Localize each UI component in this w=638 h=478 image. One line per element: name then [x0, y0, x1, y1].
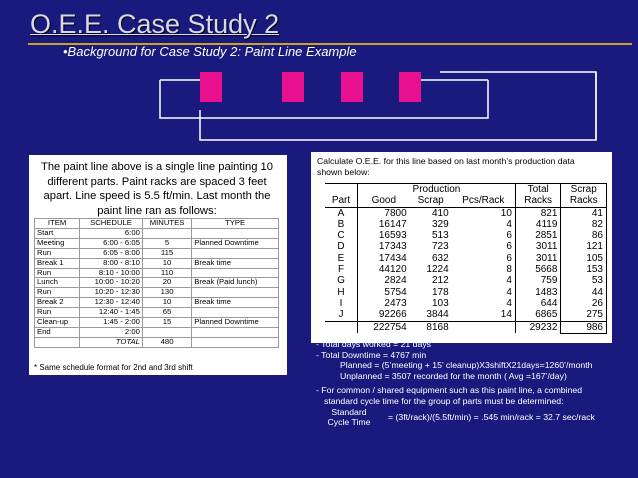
schedule-cell: 15 [142, 318, 191, 328]
background-panel [29, 155, 287, 375]
schedule-col-schedule: SCHEDULE [80, 219, 143, 229]
slide-title: O.E.E. Case Study 2 [30, 9, 280, 39]
schedule-cell: 12:30 - 12:40 [80, 298, 143, 308]
production-cell: 14 [500, 309, 512, 321]
production-cell: A [337, 207, 345, 219]
col-total-racks: Racks [515, 195, 561, 207]
cycle-time-formula: = (3ft/rack)/(5.5ft/min) = .545 min/rack = 32.7 sec/rack [388, 411, 595, 422]
production-panel [311, 152, 612, 343]
col-part: Part [325, 195, 357, 207]
production-cell: 7800 [357, 207, 409, 219]
total-group-header: Total [515, 184, 561, 196]
schedule-cell: 115 [142, 248, 191, 258]
schedule-total-row [35, 337, 279, 347]
production-cell: 644 [515, 298, 561, 309]
production-cell: 1224 [426, 264, 449, 276]
total-scrap-racks: 986 [561, 321, 607, 333]
production-cell: G [337, 275, 345, 287]
production-cell: 44 [561, 287, 607, 298]
background-paragraph: The paint line above is a single line painting 10 different parts. Paint racks are spaced 3 feet apart. Line speed is 5.5 ft/min. Last month the paint line ran as follows: [41, 161, 273, 217]
production-cell: 16147 [357, 219, 409, 230]
schedule-cell: 10:00 - 10:20 [80, 278, 143, 288]
paint-line-diagram [0, 0, 638, 160]
production-cell: 329 [431, 218, 449, 230]
schedule-cell: 1:45 - 2:00 [80, 318, 143, 328]
schedule-col-item: ITEM [35, 219, 80, 229]
production-cell: 44120 [357, 264, 409, 275]
production-cell: 5668 [515, 264, 561, 275]
paint-rack-2 [282, 72, 304, 102]
production-row [325, 253, 607, 264]
schedule-cell: Run [35, 248, 80, 258]
production-row [325, 264, 607, 275]
production-cell: 632 [431, 252, 449, 264]
calculation-intro: Calculate O.E.E. for this line based on last month’s production data shown below: [317, 156, 575, 177]
col-scrap: Scrap [410, 195, 452, 207]
schedule-cell: Break 1 [35, 258, 80, 268]
schedule-cell: End [35, 327, 80, 337]
production-group-header: Production [357, 184, 515, 196]
schedule-cell: Break (Paid lunch) [192, 278, 279, 288]
cycle-label-line1: Standard [331, 407, 367, 417]
schedule-cell: Break 2 [35, 298, 80, 308]
production-cell: 2851 [515, 230, 561, 241]
note-planned: Planned = (5’meeting + 15’ cleanup)X3shiftX21days=1260’/month [340, 360, 593, 370]
schedule-cell: 6:00 [80, 228, 143, 238]
schedule-cell: 10 [142, 298, 191, 308]
production-cell: 41 [561, 207, 607, 219]
schedule-cell: 110 [142, 268, 191, 278]
production-row [325, 207, 607, 219]
schedule-row [35, 268, 279, 278]
production-cell: C [337, 230, 345, 242]
paint-booth-enclosure [200, 72, 596, 140]
production-cell: 26 [561, 298, 607, 309]
schedule-total-label: TOTAL [80, 337, 143, 347]
production-row [325, 287, 607, 298]
schedule-col-type: TYPE [192, 219, 279, 229]
schedule-row [35, 288, 279, 298]
schedule-cell: 2:00 [80, 327, 143, 337]
schedule-cell: Planned Downtime [192, 318, 279, 328]
schedule-row [35, 248, 279, 258]
schedule-row [35, 278, 279, 288]
schedule-table [34, 218, 279, 348]
cycle-time-row [316, 407, 622, 427]
schedule-cell: 10 [142, 258, 191, 268]
production-cell: 105 [561, 253, 607, 264]
paint-rack-1 [200, 72, 222, 102]
production-cell: 821 [515, 207, 561, 219]
production-cell: 723 [431, 241, 449, 253]
note-common-1: - For common / shared equipment such as this paint line, a combined [316, 385, 583, 395]
schedule-cell [192, 248, 279, 258]
production-cell: 153 [561, 264, 607, 275]
col-scrap-racks: Racks [561, 195, 607, 207]
production-cell: E [337, 252, 345, 264]
production-cell: 92266 [357, 309, 409, 321]
schedule-cell [192, 308, 279, 318]
schedule-cell: 8:00 - 8:10 [80, 258, 143, 268]
schedule-cell: 8:10 - 10:00 [80, 268, 143, 278]
slide-subtitle: •Background for Case Study 2: Paint Line Example [63, 44, 357, 59]
production-cell: 275 [561, 309, 607, 321]
production-group-header-row [325, 184, 607, 196]
schedule-cell: 65 [142, 308, 191, 318]
production-cell: 5754 [357, 287, 409, 298]
schedule-row [35, 327, 279, 337]
production-cell: 6 [506, 230, 512, 242]
schedule-cell: 20 [142, 278, 191, 288]
schedule-cell [192, 228, 279, 238]
production-cell: B [337, 218, 345, 230]
production-cell: 82 [561, 219, 607, 230]
schedule-header-row [35, 219, 279, 229]
cycle-time-label [316, 407, 382, 427]
production-cell: 8 [506, 264, 512, 276]
schedule-row [35, 318, 279, 328]
paint-rack-4 [399, 72, 421, 102]
schedule-row [35, 238, 279, 248]
production-cell: I [339, 297, 343, 309]
production-row [325, 219, 607, 230]
production-row [325, 298, 607, 309]
schedule-footnote: * Same schedule format for 2nd and 3rd shift [34, 363, 193, 372]
total-racks: 29232 [515, 321, 561, 333]
schedule-cell: Run [35, 308, 80, 318]
production-cell: 6865 [515, 309, 561, 321]
production-cell: 10 [500, 207, 512, 219]
production-table [325, 183, 607, 334]
schedule-cell [192, 327, 279, 337]
schedule-cell: Lunch [35, 278, 80, 288]
production-cell: 3011 [515, 241, 561, 252]
total-good: 222754 [357, 321, 409, 333]
production-row [325, 230, 607, 241]
schedule-cell: Break time [192, 258, 279, 268]
total-scrap: 8168 [410, 321, 452, 333]
schedule-row [35, 298, 279, 308]
schedule-cell: Planned Downtime [192, 238, 279, 248]
note-total-downtime: - Total Downtime = 4767 min [316, 349, 427, 360]
schedule-cell: 12:40 - 1:45 [80, 308, 143, 318]
schedule-col-minutes: MINUTES [142, 219, 191, 229]
schedule-cell: 6:05 - 8:00 [80, 248, 143, 258]
production-cell: 513 [431, 230, 449, 242]
production-cell: F [337, 264, 345, 276]
production-cell: 3844 [426, 309, 449, 321]
production-cell: 178 [431, 286, 449, 298]
production-cell: 2824 [357, 275, 409, 286]
schedule-row [35, 228, 279, 238]
production-cell: 2473 [357, 298, 409, 309]
production-row [325, 241, 607, 252]
production-cell: J [338, 309, 344, 321]
schedule-cell [142, 327, 191, 337]
schedule-total-minutes: 480 [142, 337, 191, 347]
production-cell: 121 [561, 241, 607, 252]
production-cell: 4 [506, 275, 512, 287]
production-cell: 103 [431, 297, 449, 309]
production-cell: 212 [431, 275, 449, 287]
schedule-cell: Run [35, 268, 80, 278]
schedule-cell: Start [35, 228, 80, 238]
schedule-cell [192, 288, 279, 298]
production-cell: H [337, 286, 345, 298]
schedule-row [35, 258, 279, 268]
production-cell: 17434 [357, 253, 409, 264]
production-cell: 3011 [515, 253, 561, 264]
production-row [325, 275, 607, 286]
production-totals-row [325, 321, 607, 333]
production-cell: D [337, 241, 345, 253]
production-row [325, 309, 607, 321]
production-cell: 4 [506, 218, 512, 230]
schedule-cell [142, 228, 191, 238]
schedule-row [35, 308, 279, 318]
paint-rack-3 [341, 72, 363, 102]
scrap-group-header: Scrap [561, 184, 607, 196]
production-cell: 410 [431, 207, 449, 219]
schedule-cell: 130 [142, 288, 191, 298]
production-cell: 6 [506, 252, 512, 264]
production-cell: 4119 [515, 219, 561, 230]
cycle-label-line2: Cycle Time [327, 417, 371, 427]
note-unplanned: Unplanned = 3507 recorded for the month ( Avg =167’/day) [340, 370, 567, 381]
production-cell: 4 [506, 286, 512, 298]
production-cell: 16593 [357, 230, 409, 241]
schedule-cell: Meeting [35, 238, 80, 248]
production-cell: 17343 [357, 241, 409, 252]
production-cell: 759 [515, 275, 561, 286]
production-col-header-row [325, 195, 607, 207]
schedule-cell: 10:20 - 12:30 [80, 288, 143, 298]
production-cell: 4 [506, 297, 512, 309]
col-pcs-rack: Pcs/Rack [452, 195, 516, 207]
schedule-cell: Break time [192, 298, 279, 308]
production-cell: 1483 [515, 287, 561, 298]
production-cell: 6 [506, 241, 512, 253]
schedule-cell: 6:00 - 6:05 [80, 238, 143, 248]
schedule-cell [192, 268, 279, 278]
production-cell: 53 [561, 275, 607, 286]
schedule-cell: Run [35, 288, 80, 298]
col-good: Good [357, 195, 409, 207]
schedule-cell: Clean-up [35, 318, 80, 328]
notes-section [316, 339, 622, 427]
note-common-2: standard cycle time for the group of parts must be determined: [324, 395, 564, 406]
note-total-days: - Total days worked = 21 days [316, 339, 432, 349]
production-cell: 86 [561, 230, 607, 241]
schedule-cell: 5 [142, 238, 191, 248]
